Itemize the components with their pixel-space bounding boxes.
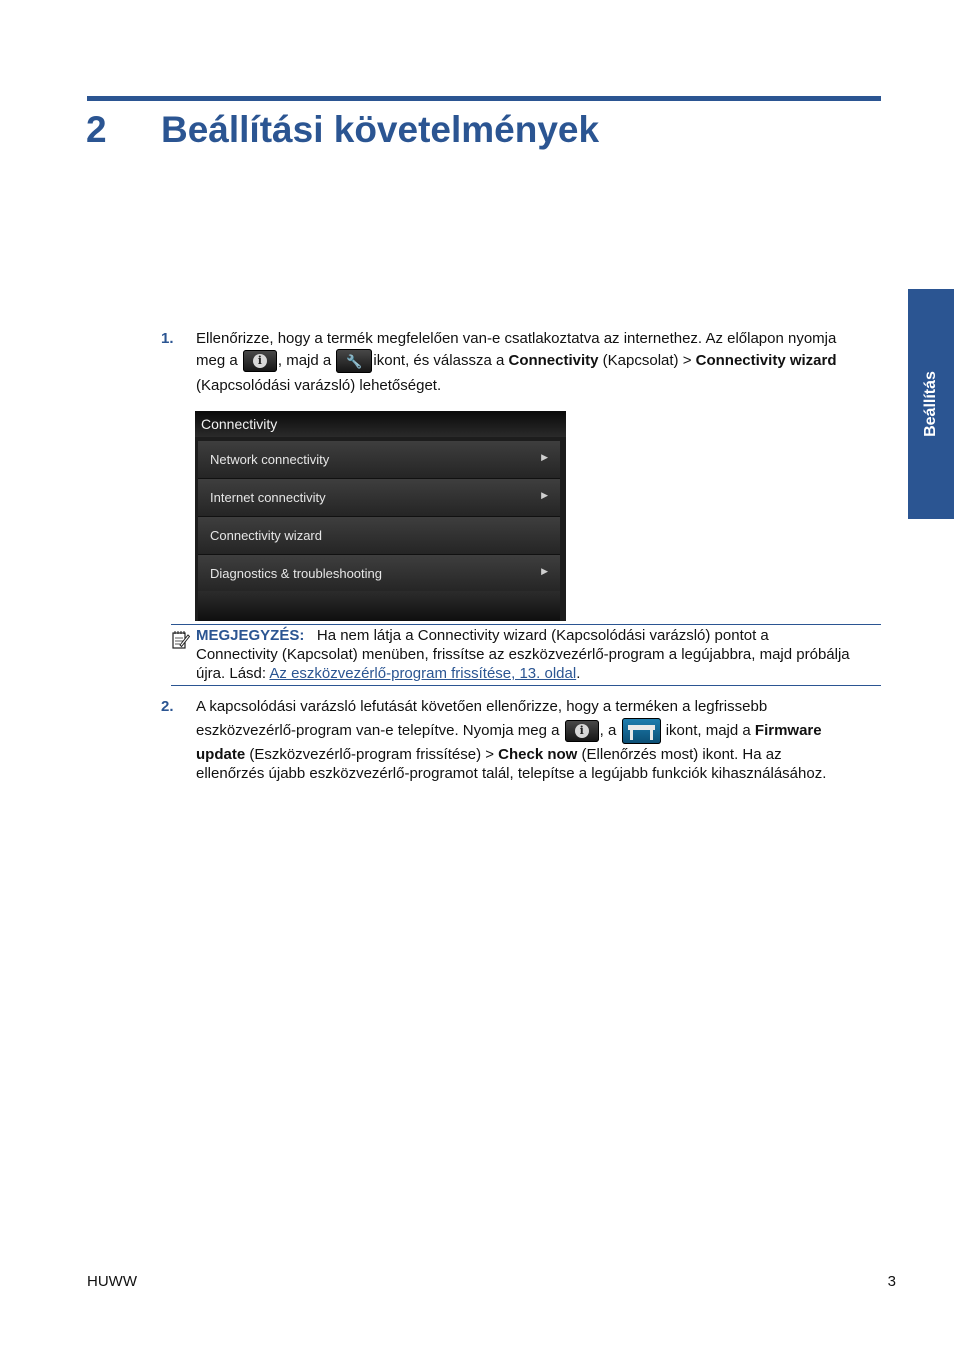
menu-item-label: Internet connectivity bbox=[210, 490, 326, 505]
step-1-text: ikont, és válassza a bbox=[373, 352, 505, 369]
step-2-text: ikont, majd a bbox=[665, 721, 751, 739]
chevron-right-icon: ▶ bbox=[541, 452, 548, 462]
wrench-icon bbox=[336, 349, 372, 373]
step-1-text: , majd a bbox=[277, 352, 332, 369]
firmware-term: Firmware bbox=[754, 721, 822, 739]
connectivity-screen bbox=[195, 411, 566, 621]
note-box bbox=[171, 624, 881, 686]
note-icon bbox=[172, 629, 190, 649]
footer-locale: HUWW bbox=[87, 1273, 137, 1290]
chapter-number: 2 bbox=[86, 109, 107, 150]
step-2-line-4: ellenőrzés újabb eszközvezérlő-programot talál, telepítse a legújabb funkciók kihasználásához. bbox=[196, 765, 827, 782]
step-1-line-1: Ellenőrizze, hogy a termék megfelelően van-e csatlakoztatva az internethez. Az előlapon nyomja bbox=[196, 330, 837, 347]
note-text: . bbox=[576, 665, 581, 682]
note-label: MEGJEGYZÉS: bbox=[196, 627, 305, 644]
firmware-update-link[interactable]: Az eszközvezérlő-program frissítése, 13. oldal bbox=[269, 665, 577, 682]
check-now-term: Check now bbox=[498, 746, 578, 763]
chapter-rule bbox=[87, 96, 881, 101]
note-line-1 bbox=[196, 626, 769, 645]
step-2-text: (Ellenőrzés most) ikont. Ha az bbox=[581, 746, 782, 763]
note-text: Ha nem látja a Connectivity wizard (Kapcsolódási varázsló) pontot a bbox=[316, 627, 769, 644]
step-1-text: meg a bbox=[196, 352, 238, 369]
menu-item-network-connectivity[interactable] bbox=[198, 441, 560, 479]
chapter-title: Beállítási követelmények bbox=[161, 109, 600, 150]
chevron-right-icon: ▶ bbox=[541, 566, 548, 576]
chevron-right-icon: ▶ bbox=[541, 490, 548, 500]
step-1-number: 1. bbox=[161, 330, 174, 347]
connectivity-wizard-term: Connectivity wizard bbox=[695, 352, 837, 369]
step-2-text: , a bbox=[599, 721, 617, 739]
menu-item-label: Connectivity wizard bbox=[210, 528, 322, 543]
screen-title: Connectivity bbox=[195, 411, 566, 437]
printer-icon bbox=[622, 718, 661, 744]
section-side-tab-label: Beállítás bbox=[922, 371, 939, 437]
step-1-line-3: (Kapcsolódási varázsló) lehetőséget. bbox=[196, 377, 442, 394]
menu-item-diagnostics[interactable] bbox=[198, 555, 560, 593]
info-icon bbox=[565, 720, 599, 742]
menu-item-internet-connectivity[interactable] bbox=[198, 479, 560, 517]
step-2-line-2 bbox=[196, 718, 822, 744]
menu-item-label: Diagnostics & troubleshooting bbox=[210, 566, 382, 581]
note-text: újra. Lásd: bbox=[196, 665, 267, 682]
note-line-3 bbox=[196, 664, 580, 683]
screen-footer bbox=[198, 591, 560, 621]
note-line-2: Connectivity (Kapcsolat) menüben, frissítse az eszközvezérlő-program a legújabbra, majd próbálja bbox=[196, 646, 850, 663]
step-2-text: eszközvezérlő-program van-e telepítve. Nyomja meg a bbox=[196, 721, 560, 739]
step-1-line-2 bbox=[196, 349, 837, 373]
step-2-number: 2. bbox=[161, 698, 174, 715]
menu-item-label: Network connectivity bbox=[210, 452, 330, 467]
info-icon bbox=[243, 350, 277, 372]
connectivity-term: Connectivity bbox=[508, 352, 599, 369]
step-1-text: (Kapcsolat) > bbox=[602, 352, 692, 369]
section-side-tab bbox=[908, 289, 954, 519]
update-term: update bbox=[196, 746, 246, 763]
step-2-line-1: A kapcsolódási varázsló lefutását követően ellenőrizze, hogy a terméken a legfrissebb bbox=[196, 698, 768, 715]
step-2-text: (Eszközvezérlő-program frissítése) > bbox=[249, 746, 494, 763]
menu-item-connectivity-wizard[interactable] bbox=[198, 517, 560, 555]
page-number: 3 bbox=[887, 1273, 896, 1290]
